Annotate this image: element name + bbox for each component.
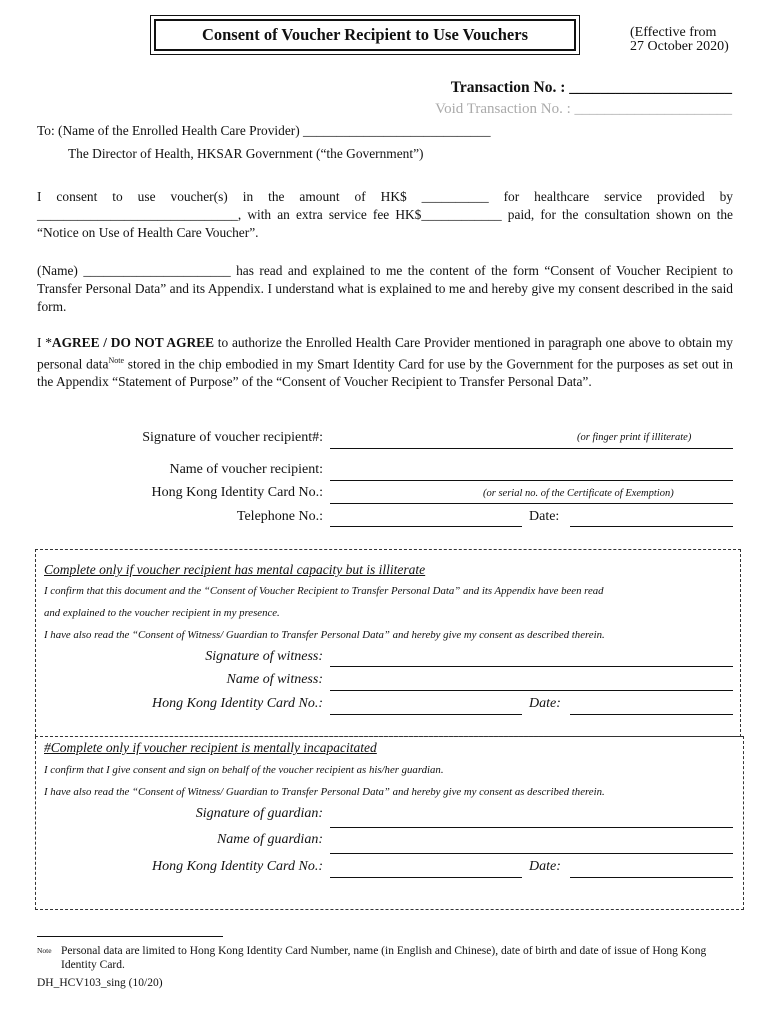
illiterate-line-2: and explained to the voucher recipient in my presence.	[44, 607, 280, 619]
footnote-text: Personal data are limited to Hong Kong Identity Card Number, name (in English and Chinese), date of birth and date of issue of Hong Kong Identity Card.	[61, 945, 707, 971]
footnote-marker: Note	[37, 946, 52, 955]
signature-field[interactable]	[330, 448, 733, 449]
signature-label: Signature of voucher recipient#:	[142, 430, 323, 445]
witness-date-label: Date:	[529, 696, 561, 711]
note-marker: Note	[108, 356, 125, 365]
guardian-date-label: Date:	[529, 859, 561, 874]
hkid-label: Hong Kong Identity Card No.:	[151, 485, 323, 500]
incapacitated-section-box	[35, 736, 744, 910]
incapacitated-line-1: I confirm that I give consent and sign on behalf of the voucher recipient as his/her guardian.	[44, 764, 444, 776]
transaction-number[interactable]: Transaction No. : _____________________	[450, 79, 732, 96]
form-code: DH_HCV103_sing (10/20)	[37, 977, 163, 989]
witness-name-field[interactable]	[330, 690, 733, 691]
name-field[interactable]	[330, 480, 733, 481]
witness-signature-field[interactable]	[330, 666, 733, 667]
guardian-hkid-field[interactable]	[330, 877, 522, 878]
guardian-name-field[interactable]	[330, 853, 733, 854]
witness-date-field[interactable]	[570, 714, 733, 715]
consent-paragraph: I consent to use voucher(s) in the amount of HK$ __________ for healthcare service provided by ______________________________, with an extra service fee HK$____________ paid, for the consultation shown on the “Notice on Use of Health Care Voucher”.	[37, 189, 733, 240]
guardian-signature-field[interactable]	[330, 827, 733, 828]
guardian-date-field[interactable]	[570, 877, 733, 878]
hkid-field[interactable]	[330, 503, 733, 504]
witness-signature-label: Signature of witness:	[205, 649, 323, 664]
guardian-hkid-label: Hong Kong Identity Card No.:	[152, 859, 323, 874]
agree-option[interactable]: AGREE / DO NOT AGREE	[51, 335, 215, 350]
witness-hkid-label: Hong Kong Identity Card No.:	[152, 696, 323, 711]
void-transaction-number[interactable]: Void Transaction No. : _____________________	[435, 101, 732, 117]
effective-line-1: (Effective from	[630, 25, 717, 40]
guardian-signature-label: Signature of guardian:	[195, 806, 323, 821]
auth-prefix: I *	[37, 335, 52, 350]
authorization-paragraph	[37, 334, 733, 391]
illiterate-line-1: I confirm that this document and the “Consent of Voucher Recipient to Transfer Personal Data” and its Appendix have been read	[44, 585, 604, 597]
witness-hkid-field[interactable]	[330, 714, 522, 715]
guardian-name-label: Name of guardian:	[216, 832, 323, 847]
telephone-field[interactable]	[330, 526, 522, 527]
footnote	[37, 944, 737, 990]
exemption-note: (or serial no. of the Certificate of Exemption)	[483, 488, 674, 499]
name-label: Name of voucher recipient:	[169, 462, 323, 477]
witness-name-label: Name of witness:	[226, 672, 323, 687]
form-title: Consent of Voucher Recipient to Use Vouchers	[154, 19, 576, 51]
director-line: The Director of Health, HKSAR Government (“the Government”)	[68, 146, 424, 161]
effective-line-2: 27 October 2020)	[630, 39, 729, 54]
date-label: Date:	[529, 509, 560, 524]
incapacitated-heading: #Complete only if voucher recipient is mentally incapacitated	[44, 740, 377, 755]
illiterate-line-3: I have also read the “Consent of Witness/ Guardian to Transfer Personal Data” and hereby give my consent as described therein.	[44, 629, 605, 641]
auth-mid: to authorize the Enrolled Health Care Provider mentioned in paragraph one above to obtain my personal data	[37, 335, 733, 372]
title-box	[150, 15, 580, 55]
fingerprint-note: (or finger print if illiterate)	[577, 432, 692, 443]
illiterate-heading: Complete only if voucher recipient has mental capacity but is illiterate	[44, 562, 426, 577]
date-field[interactable]	[570, 526, 733, 527]
effective-date	[630, 26, 729, 54]
to-line[interactable]: To: (Name of the Enrolled Health Care Provider) ____________________________	[37, 123, 491, 138]
explanation-paragraph: (Name) ______________________ has read and explained to me the content of the form “Consent of Voucher Recipient to Transfer Personal Data” and its Appendix. I understand what is explained to me and hereby give my consent described in the said form.	[37, 263, 733, 314]
footnote-divider	[37, 936, 223, 937]
auth-suffix: stored in the chip embodied in my Smart Identity Card for use by the Government for the purposes as set out in the Appendix “Statement of Purpose” of the “Consent of Voucher Recipient to Transfer Personal Data”.	[37, 356, 734, 390]
telephone-label: Telephone No.:	[236, 509, 323, 524]
incapacitated-line-2: I have also read the “Consent of Witness/ Guardian to Transfer Personal Data” and hereby give my consent as described therein.	[44, 786, 605, 798]
